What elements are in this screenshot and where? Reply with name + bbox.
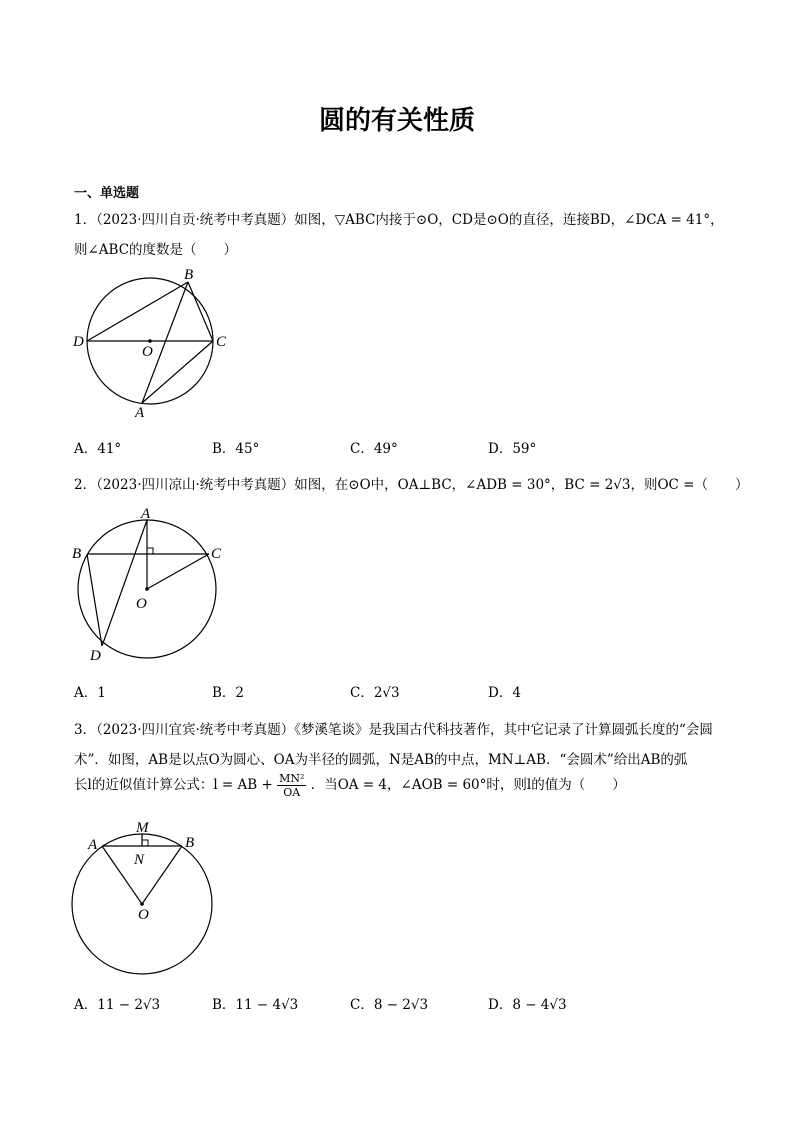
q3-stem-line3	[74, 772, 626, 799]
q3-formula-suffix: ．当OA = 4，∠AOB = 60°时，则l的值为（ ）	[310, 777, 626, 793]
q1-choice-a[interactable]: A．41°	[74, 441, 122, 457]
q3-choice-a[interactable]: A．11 − 2√3	[74, 997, 161, 1013]
q3-label-O: O	[138, 907, 149, 923]
q1-choice-c[interactable]: C．49°	[350, 441, 398, 457]
q2-choice-c[interactable]: C．2√3	[350, 685, 400, 701]
q3-stem-line1: 3．（2023·四川宜宾·统考中考真题）《梦溪笔谈》是我国古代科技著作，其中它记录了计算圆弧长度的“会圆	[74, 722, 713, 738]
q3-label-M: M	[136, 820, 149, 836]
page-title: 圆的有关性质	[318, 106, 475, 136]
q2-label-D: D	[90, 648, 101, 664]
q2-label-A: A	[141, 506, 151, 522]
q2-choice-a[interactable]: A．1	[74, 685, 106, 701]
q1-stem-line2: 则∠ABC的度数是（ ）	[74, 242, 238, 258]
q3-label-B: B	[185, 835, 195, 851]
q3-label-A: A	[88, 837, 98, 853]
q3-fraction-numerator: MN²	[279, 772, 305, 785]
q3-label-N: N	[134, 852, 145, 868]
q1-label-A: A	[135, 405, 145, 421]
q3-figure	[70, 815, 230, 980]
q1-label-O: O	[142, 344, 153, 360]
q3-formula-prefix: 长l的近似值计算公式：l = AB +	[74, 777, 273, 793]
q1-choice-b[interactable]: B．45°	[212, 441, 260, 457]
q2-label-C: C	[211, 546, 222, 562]
q2-stem-line1: 2．（2023·四川凉山·统考中考真题）如图，在⊙O中，OA⊥BC，∠ADB = 30°，BC = 2√3，则OC =（ ）	[74, 477, 749, 493]
q3-choice-b[interactable]: B．11 − 4√3	[212, 997, 299, 1013]
q3-fraction-denominator: OA	[283, 786, 301, 799]
q2-choice-d[interactable]: D．4	[488, 685, 521, 701]
section-heading: 一、单选题	[74, 186, 140, 201]
q2-label-O: O	[136, 596, 147, 612]
q1-label-D: D	[73, 334, 84, 350]
q3-choice-c[interactable]: C．8 − 2√3	[350, 997, 429, 1013]
q2-figure	[70, 500, 240, 665]
q1-label-B: B	[184, 267, 194, 283]
q1-figure	[70, 267, 250, 421]
q1-choice-d[interactable]: D．59°	[488, 441, 537, 457]
q2-label-B: B	[72, 546, 82, 562]
q1-label-C: C	[216, 334, 227, 350]
q3-stem-line2: 术”．如图，AB是以点O为圆心、OA为半径的圆弧，N是AB的中点，MN⊥AB．“会圆术”给出AB的弧	[74, 752, 688, 768]
q1-stem-line1: 1．（2023·四川自贡·统考中考真题）如图，▽ABC内接于⊙O，CD是⊙O的直径，连接BD，∠DCA = 41°，	[74, 212, 724, 228]
q2-choice-b[interactable]: B．2	[212, 685, 245, 701]
q3-choice-d[interactable]: D．8 − 4√3	[488, 997, 567, 1013]
q3-formula-fraction	[277, 772, 306, 799]
